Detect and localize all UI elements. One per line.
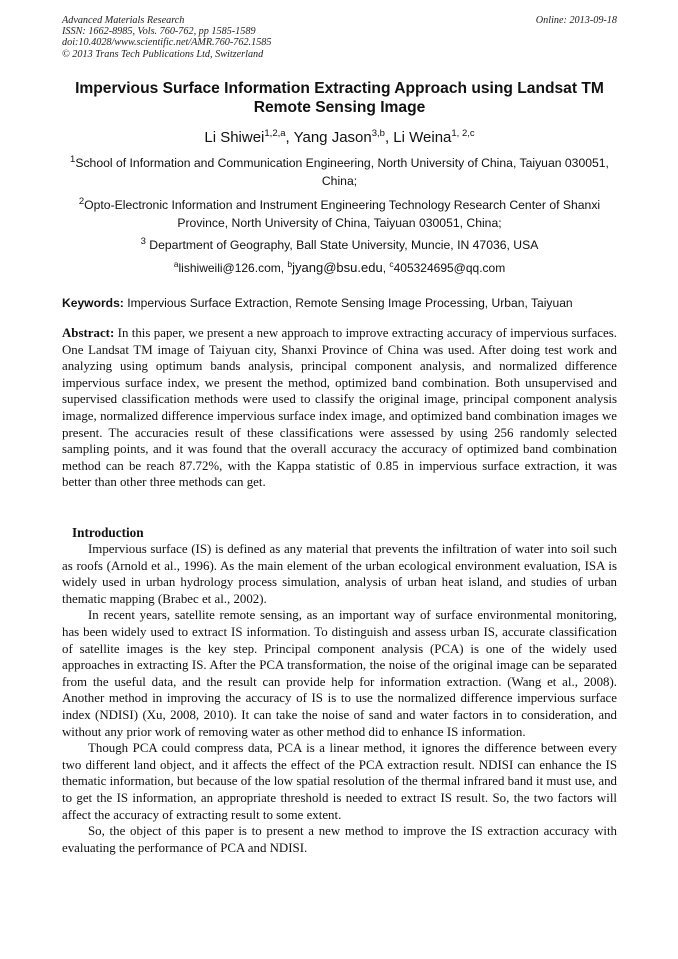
email-separator: ,: [280, 261, 288, 275]
paper-title: Impervious Surface Information Extracting Approach using Landsat TM Remote Sensing Image: [75, 80, 604, 116]
introduction-body: [62, 541, 617, 856]
abstract-text: In this paper, we present a new approach to improve extracting accuracy of impervious surfaces. One Landsat TM image of Taiyuan city, Shanxi Province of China was used. After doing test work and analyzing using optimum bands analysis, principal component analysis, and normalized difference impervious surface index, we present the method, optimized band combination. Both unsupervised and supervised classification methods were used to classify the original image, principal component analysis image, normalized difference impervious surface index image, and optimized band combination images we present. The accuracies result of these classifications were assessed by using 256 randomly selected sampling points, and it was found that the overall accuracy the accuracy of optimized band combination method can be reach 87.72%, with the Kappa statistic of 0.85 in impervious surface extraction, it was better than other three methods can get.: [62, 326, 617, 490]
affiliation-text: Department of Geography, Ball State University, Muncie, IN 47036, USA: [145, 238, 539, 252]
email-address[interactable]: jyang@bsu.edu: [292, 260, 383, 275]
copyright-line: © 2013 Trans Tech Publications Ltd, Switzerland: [62, 48, 264, 60]
email-address[interactable]: 405324695@qq.com: [393, 261, 506, 275]
affiliation-2: [62, 197, 617, 232]
intro-paragraph: So, the object of this paper is to present a new method to improve the IS extraction accuracy with evaluating the performance of PCA and NDISI.: [62, 824, 617, 855]
affiliation-text: Opto-Electronic Information and Instrument Engineering Technology Research Center of Shanxi Province, North University of China, Taiyuan 030051, China;: [84, 198, 601, 230]
affiliation-1: [62, 155, 617, 190]
affiliation-number: 3: [140, 236, 146, 247]
affiliation-text: School of Information and Communication Engineering, North University of China, Taiyuan 030051, China;: [75, 156, 609, 188]
journal-name: Advanced Materials Research: [62, 15, 185, 26]
doi-line: doi:10.4028/www.scientific.net/AMR.760-762.1585: [62, 37, 272, 49]
author-superscript: 1,2,a: [264, 128, 286, 139]
author-superscript: 1, 2,c: [451, 128, 475, 139]
email-separator: ,: [382, 261, 390, 275]
intro-paragraph: Impervious surface (IS) is defined as any material that prevents the infiltration of water into soil such as roofs (Arnold et al., 1996). As the main element of the urban ecological environment evaluation, ISA is widely used in urban hydrology process simulation, analysis of urban heat island, and studies of urban thematic mapping (Brabec et al., 2002).: [62, 542, 617, 606]
author-separator: ,: [285, 129, 294, 146]
author-name: Li Shiwei: [204, 129, 265, 146]
intro-paragraph: Though PCA could compress data, PCA is a linear method, it ignores the difference between every two different land object, and it affects the effect of the PCA extraction result. NDISI can enhance the IS thematic information, but because of the low spatial resolution of the thermal infrared band it must use, and to get the IS information, an appropriate threshold is needed to extract IS result. So, the two factors will affect the accuracy of extracting result to some extent.: [62, 741, 617, 822]
abstract-section: [62, 325, 617, 491]
email-superscript: b: [287, 259, 293, 269]
issn-line: ISSN: 1662-8985, Vols. 760-762, pp 1585-1589: [62, 26, 256, 38]
abstract-label: Abstract:: [62, 326, 115, 340]
author-list: [62, 129, 617, 147]
online-date: Online: 2013-09-18: [535, 15, 617, 26]
author-superscript: 3,b: [371, 128, 385, 139]
author-name: Yang Jason: [293, 129, 372, 146]
introduction-heading: Introduction: [72, 525, 144, 540]
keywords-line: [62, 296, 617, 311]
author-name: Li Weina: [393, 129, 452, 146]
email-list: [62, 260, 617, 276]
journal-header: [62, 15, 617, 60]
email-address[interactable]: lishiweili@126.com: [178, 261, 281, 275]
email-superscript: a: [173, 259, 179, 269]
affiliation-number: 1: [70, 154, 76, 165]
intro-paragraph: In recent years, satellite remote sensing, as an important way of surface environmental monitoring, has been widely used to extract IS information. To distinguish and assess urban IS, accurate classification of satellite images is the key step. Principal component analysis (PCA) is one of the widely used approaches in extracting IS. After the PCA transformation, the noise of the original image can be separated from the useful data, and the result can provide help for information extraction. (Wang et al., 2008). Another method in improving the accuracy of IS is to use the normalized difference impervious surface index (NDISI) (Xu, 2008, 2010). It can take the noise of sand and water factors in to consideration, and without any prior work of removing water as other method did to enhance IS information.: [62, 608, 617, 739]
affiliation-3: [62, 237, 617, 255]
keywords-label: Keywords:: [62, 296, 124, 310]
author-separator: ,: [384, 129, 394, 146]
affiliation-number: 2: [78, 196, 85, 207]
email-superscript: c: [389, 259, 394, 269]
keywords-text: Impervious Surface Extraction, Remote Sensing Image Processing, Urban, Taiyuan: [127, 296, 573, 310]
